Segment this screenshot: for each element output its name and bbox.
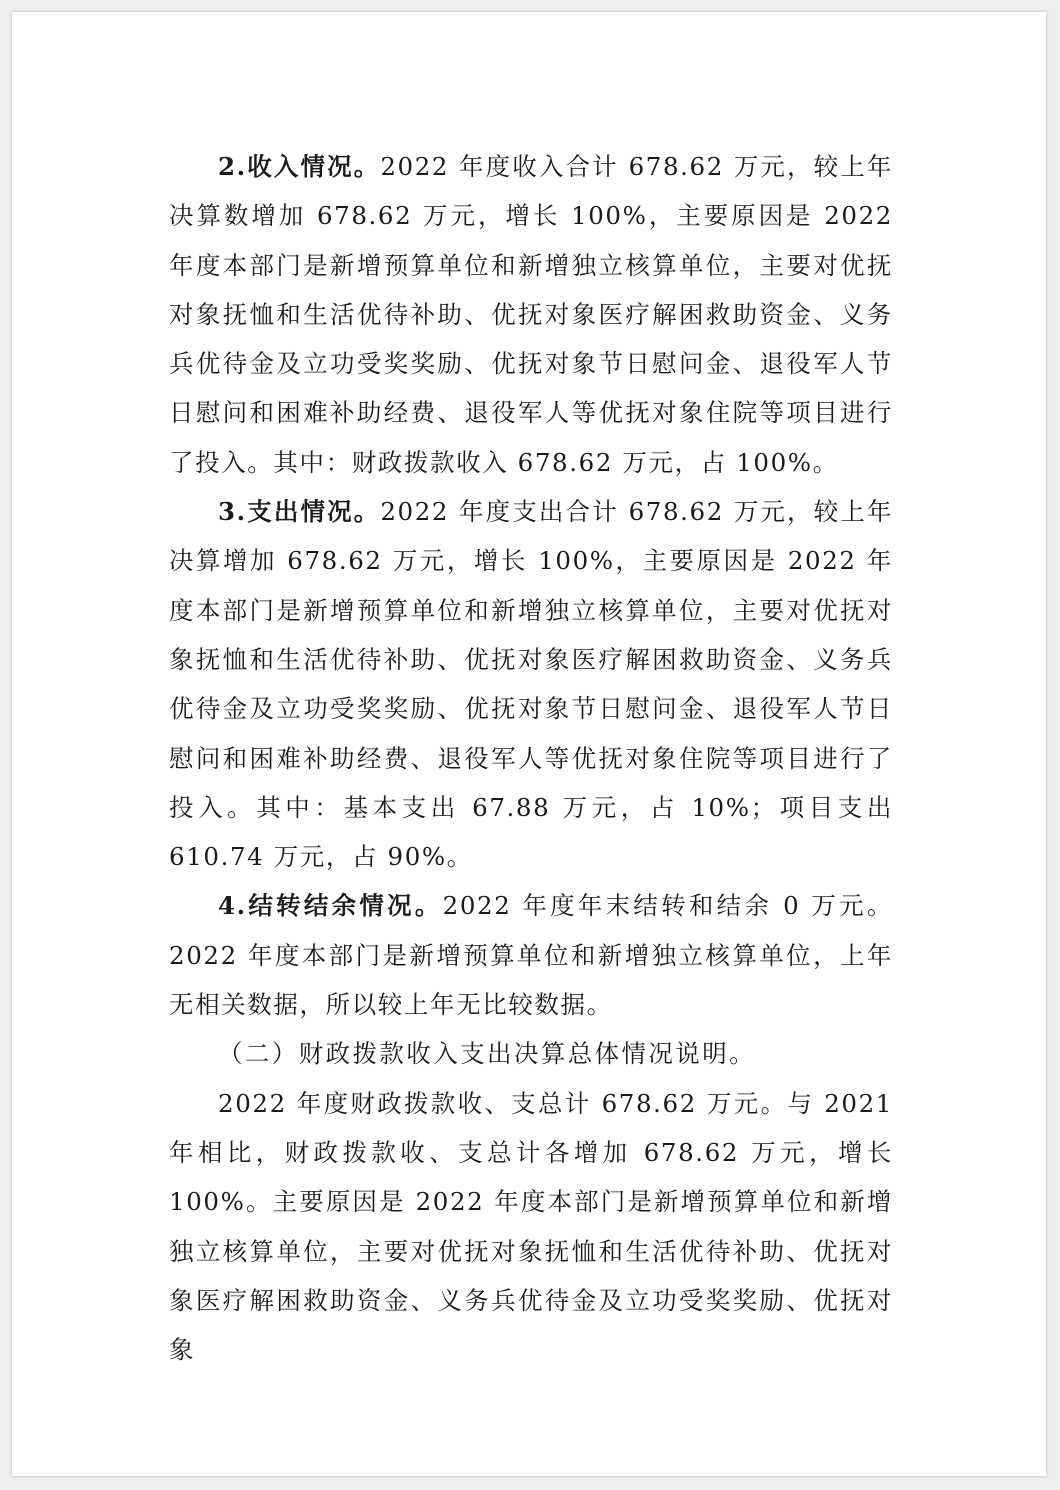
paragraph-income [169, 142, 893, 487]
paragraph-text: 2022 年度年末结转和结余 0 万元。2022 年度本部门是新增预算单位和新增独立核算单位，上年无相关数据，所以较上年无比较数据。 [169, 891, 893, 1020]
paragraph-fiscal-summary: 2022 年度财政拨款收、支总计 678.62 万元。与 2021 年相比，财政拨款收、支总计各增加 678.62 万元，增长 100%。主要原因是 2022 年度本部门是新增预算单位和新增独立核算单位，主要对优抚对象抚恤和生活优待补助、优抚对象医疗解困救助资金、义务兵优待金及立功受奖奖励、优抚对象 [169, 1088, 893, 1365]
paragraph-carryover [169, 881, 893, 1029]
paragraph-lead: 3.支出情况。 [218, 497, 381, 527]
paragraph-expenditure [169, 487, 893, 881]
paragraph-lead: 2.收入情况。 [218, 152, 381, 181]
paragraph-text: 2022 年度支出合计 678.62 万元，较上年决算增加 678.62 万元，增长 100%，主要原因是 2022 年度本部门是新增预算单位和新增独立核算单位，主要对优抚对象抚恤和生活优待补助、优抚对象医疗解困救助资金、义务兵优待金及立功受奖奖励、优抚对象节日慰问金、退役军人节日慰问和困难补助经费、退役军人等优抚对象住院等项目进行了投入。其中：基本支出 67.88 万元，占 10%；项目支出 610.74 万元，占 90%。 [169, 497, 893, 872]
document-body [169, 142, 893, 1374]
section-subheading: （二）财政拨款收入支出决算总体情况说明。 [218, 1039, 756, 1069]
paragraph-text: 2022 年度收入合计 678.62 万元，较上年决算数增加 678.62 万元，增长 100%，主要原因是 2022 年度本部门是新增预算单位和新增独立核算单位，主要对优抚对象抚恤和生活优待补助、优抚对象医疗解困救助资金、义务兵优待金及立功受奖奖励、优抚对象节日慰问金、退役军人节日慰问和困难补助经费、退役军人等优抚对象住院等项目进行了投入。其中：财政拨款收入 678.62 万元，占 100%。 [169, 152, 893, 477]
paragraph-lead: 4.结转结余情况。 [218, 891, 443, 921]
document-page [12, 12, 1046, 1476]
